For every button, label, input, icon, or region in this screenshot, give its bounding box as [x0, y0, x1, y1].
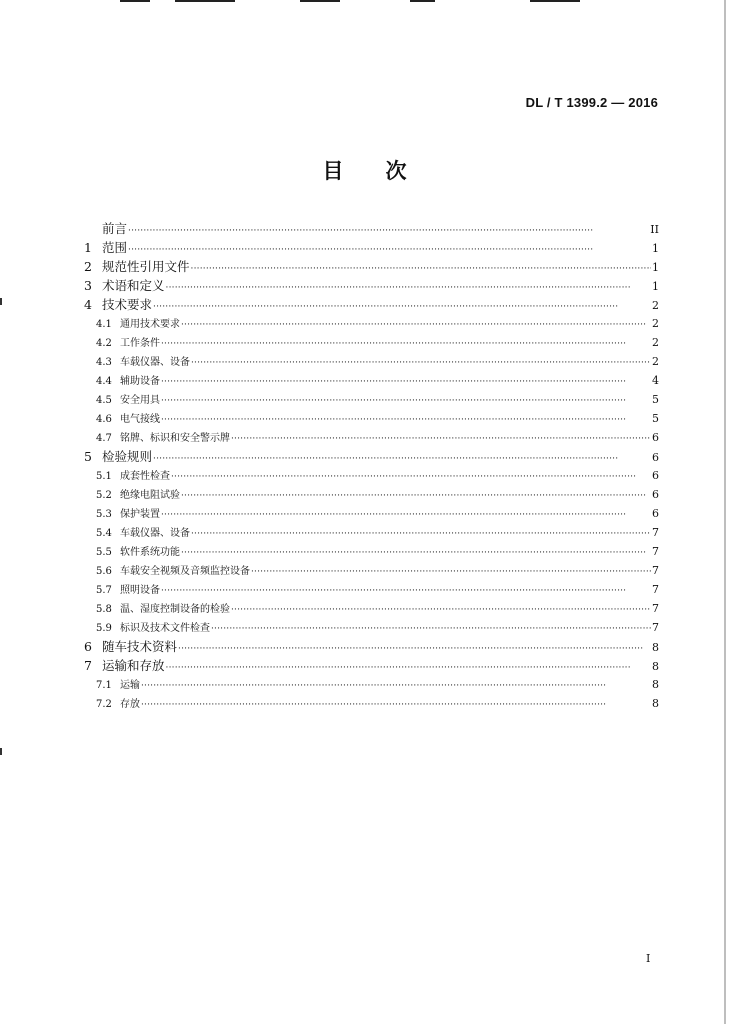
- toc-entry-number: 4.6: [96, 414, 112, 425]
- toc-entry-page: 6: [652, 507, 659, 520]
- toc-entry[interactable]: [84, 542, 659, 561]
- toc-entry-label: 通用技术要求: [120, 319, 180, 330]
- toc-entry-label: 软件系统功能: [120, 547, 180, 558]
- toc-entry-number: 6: [84, 639, 92, 654]
- toc-leader-dots: [171, 468, 651, 485]
- toc-entry-page: 8: [652, 697, 659, 710]
- scan-margin-mark: [0, 748, 2, 755]
- toc-leader-dots: [211, 620, 651, 637]
- toc-entry-number: 5.1: [96, 471, 112, 482]
- toc-entry-page: 6: [652, 431, 659, 444]
- toc-entry-number: 4.3: [96, 357, 112, 368]
- toc-entry-number: 5.2: [96, 490, 112, 501]
- toc-leader-dots: [181, 544, 651, 561]
- toc-entry-page: 2: [652, 355, 659, 368]
- toc-entry-number: 7: [84, 658, 92, 673]
- toc-entry-page: 1: [652, 261, 659, 274]
- toc-entry-label: 车载安全视频及音频监控设备: [120, 566, 250, 577]
- toc-leader-dots: [181, 316, 651, 333]
- toc-entry-label: 保护装置: [120, 509, 160, 520]
- toc-entry-label: 安全用具: [120, 395, 160, 406]
- scan-top-rule: [530, 0, 580, 2]
- toc-entry-number: 4: [84, 297, 92, 312]
- toc-entry-number: 4.7: [96, 433, 112, 444]
- toc-entry-number: 4.4: [96, 376, 112, 387]
- document-code: DL / T 1399.2 — 2016: [525, 95, 658, 110]
- toc-entry-label: 成套性检查: [120, 471, 170, 482]
- toc-entry-label: 电气接线: [120, 414, 160, 425]
- toc-leader-dots: [251, 563, 651, 580]
- toc-entry-page: 2: [652, 317, 659, 330]
- toc-leader-dots: [128, 241, 651, 257]
- toc-entry-number: 5.3: [96, 509, 112, 520]
- toc-entry-label: 照明设备: [120, 585, 160, 596]
- toc-entry-number: 5.8: [96, 604, 112, 615]
- toc-entry-label: 规范性引用文件: [102, 259, 190, 274]
- toc-entry-page: 2: [652, 299, 659, 312]
- toc-leader-dots: [166, 659, 651, 675]
- toc-leader-dots: [231, 601, 651, 618]
- toc-entry-page: 7: [652, 621, 659, 634]
- toc-entry-number: 3: [84, 278, 92, 293]
- toc-entry-number: 5.6: [96, 566, 112, 577]
- toc-leader-dots: [181, 487, 651, 504]
- toc-entry[interactable]: [84, 276, 659, 295]
- toc-entry-page: 7: [652, 583, 659, 596]
- toc-entry[interactable]: [84, 485, 659, 504]
- toc-entry-label: 存放: [120, 699, 140, 710]
- toc-entry-number: 5.7: [96, 585, 112, 596]
- toc-leader-dots: [161, 392, 651, 409]
- toc-leader-dots: [178, 640, 651, 656]
- toc-leader-dots: [161, 335, 651, 352]
- toc-entry-page: 5: [652, 393, 659, 406]
- toc-entry-label: 温、湿度控制设备的检验: [120, 604, 230, 615]
- toc-entry-page: 1: [652, 280, 659, 293]
- toc-entry-page: 8: [652, 641, 659, 654]
- toc-entry[interactable]: [84, 466, 659, 485]
- toc-leader-dots: [191, 354, 651, 371]
- toc-entry-page: 6: [652, 488, 659, 501]
- toc-entry-page: 7: [652, 545, 659, 558]
- toc-leader-dots: [191, 260, 651, 276]
- toc-leader-dots: [161, 373, 651, 390]
- toc-entry-page: II: [650, 223, 659, 236]
- toc-leader-dots: [161, 411, 651, 428]
- toc-entry-label: 车载仪器、设备: [120, 357, 190, 368]
- toc-entry[interactable]: [84, 352, 659, 371]
- toc-entry[interactable]: [84, 618, 659, 637]
- toc-leader-dots: [161, 582, 651, 599]
- toc-entry-number: 7.1: [96, 680, 112, 691]
- toc-leader-dots: [128, 222, 649, 238]
- toc-entry-page: 8: [652, 678, 659, 691]
- toc-entry-label: 车载仪器、设备: [120, 528, 190, 539]
- toc-entry[interactable]: [84, 637, 659, 656]
- toc-entry[interactable]: [84, 333, 659, 352]
- toc-entry[interactable]: [84, 580, 659, 599]
- toc-entry-number: 5.9: [96, 623, 112, 634]
- scan-top-rule: [410, 0, 435, 2]
- toc-entry-label: 随车技术资料: [102, 639, 178, 654]
- toc-entry-number: 5: [84, 449, 92, 464]
- toc-entry-number: 7.2: [96, 699, 112, 710]
- scan-top-rule: [300, 0, 340, 2]
- scan-top-rule: [175, 0, 235, 2]
- scan-page-edge: [724, 0, 726, 1024]
- toc-leader-dots: [161, 506, 651, 523]
- toc-entry[interactable]: [84, 447, 659, 466]
- toc-entry-label: 术语和定义: [102, 278, 165, 293]
- toc-entry-page: 7: [652, 526, 659, 539]
- toc-entry-page: 8: [652, 660, 659, 673]
- page-number: I: [646, 952, 651, 965]
- toc-entry-label: 工作条件: [120, 338, 160, 349]
- toc-entry[interactable]: [84, 295, 659, 314]
- toc-entry-label: 运输和存放: [102, 658, 165, 673]
- toc-entry-label: 范围: [102, 240, 128, 255]
- toc-entry-number: 5.4: [96, 528, 112, 539]
- toc-leader-dots: [141, 677, 651, 694]
- toc-entry[interactable]: [84, 238, 659, 257]
- toc-entry[interactable]: [84, 314, 659, 333]
- toc-entry-number: 4.1: [96, 319, 112, 330]
- toc-entry-label: 绝缘电阻试验: [120, 490, 180, 501]
- toc-entry-number: 5.5: [96, 547, 112, 558]
- toc-entry[interactable]: [84, 523, 659, 542]
- toc-entry-number: 2: [84, 259, 92, 274]
- toc-entry-number: 1: [84, 240, 92, 255]
- toc-entry-page: 6: [652, 451, 659, 464]
- toc-leader-dots: [141, 696, 651, 713]
- toc-entry-label: 前言: [102, 221, 128, 236]
- toc-entry[interactable]: [84, 409, 659, 428]
- toc-entry-page: 7: [652, 602, 659, 615]
- page-title: 目次: [322, 158, 449, 183]
- toc-leader-dots: [191, 525, 651, 542]
- toc-entry-page: 2: [652, 336, 659, 349]
- toc-entry[interactable]: [84, 675, 659, 694]
- toc-entry[interactable]: [84, 219, 659, 238]
- toc-entry[interactable]: [84, 599, 659, 618]
- toc-entry-label: 运输: [120, 680, 140, 691]
- toc-entry-label: 检验规则: [102, 449, 153, 464]
- toc-entry[interactable]: [84, 257, 659, 276]
- toc-entry[interactable]: [84, 656, 659, 675]
- toc-leader-dots: [166, 279, 651, 295]
- scan-top-rule: [120, 0, 150, 2]
- toc-entry-label: 标识及技术文件检查: [120, 623, 210, 634]
- toc-entry[interactable]: [84, 504, 659, 523]
- toc-entry[interactable]: [84, 428, 659, 447]
- toc-entry-number: 4.5: [96, 395, 112, 406]
- toc-entry[interactable]: [84, 694, 659, 713]
- toc-entry-label: 技术要求: [102, 297, 153, 312]
- toc-leader-dots: [231, 430, 651, 447]
- scan-margin-mark: [0, 298, 2, 305]
- toc-entry-label: 铭牌、标识和安全警示牌: [120, 433, 230, 444]
- toc-entry-number: 4.2: [96, 338, 112, 349]
- toc-entry[interactable]: [84, 371, 659, 390]
- toc-entry-page: 4: [652, 374, 659, 387]
- toc-entry-page: 7: [652, 564, 659, 577]
- toc-leader-dots: [153, 298, 651, 314]
- toc-entry-page: 1: [652, 242, 659, 255]
- table-of-contents: [84, 219, 659, 713]
- toc-leader-dots: [153, 450, 651, 466]
- toc-entry-page: 5: [652, 412, 659, 425]
- toc-entry-page: 6: [652, 469, 659, 482]
- toc-entry-label: 辅助设备: [120, 376, 160, 387]
- toc-entry[interactable]: [84, 561, 659, 580]
- toc-entry[interactable]: [84, 390, 659, 409]
